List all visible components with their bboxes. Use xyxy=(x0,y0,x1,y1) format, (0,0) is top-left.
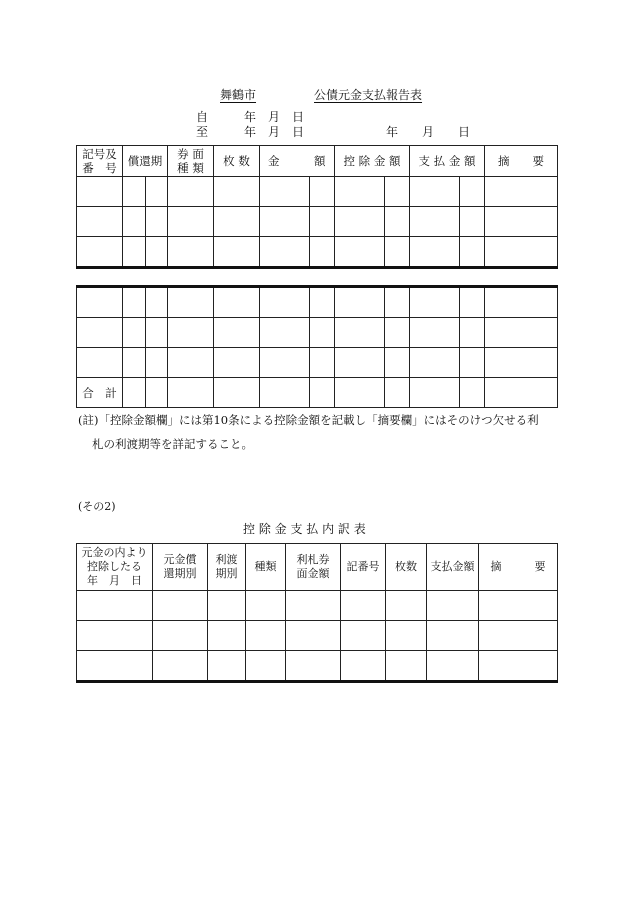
city-name: 舞鶴市 xyxy=(220,88,257,102)
header-count: 枚 数 xyxy=(214,146,260,177)
table-row xyxy=(77,287,558,318)
header-deduction: 控 除 金 額 xyxy=(335,146,410,177)
header-payment: 支払金額 xyxy=(427,544,479,591)
note-line-2: 札の利渡期等を詳記すること。 xyxy=(92,437,253,451)
form2-label: (その2) xyxy=(78,500,116,513)
table-row xyxy=(77,621,558,651)
header-serial-number: 記番号 xyxy=(341,544,386,591)
report-date: 年 月 日 xyxy=(386,125,471,139)
form2-title: 控 除 金 支 払 内 訳 表 xyxy=(243,522,366,536)
deduction-breakdown-table xyxy=(76,543,558,683)
header-payment: 支 払 金 額 xyxy=(410,146,485,177)
table-header-row xyxy=(77,544,558,591)
header-amount: 金 額 xyxy=(260,146,335,177)
period-to: 至 年 月 日 xyxy=(196,125,305,139)
table-header-row xyxy=(77,146,558,177)
note-line-1: (註)「控除金額欄」には第10条による控除金額を記載し「摘要欄」にはそのけつ欠せる利 xyxy=(78,413,539,427)
total-label: 合 計 xyxy=(77,378,123,408)
header-denomination: 券 面 種 類 xyxy=(168,146,214,177)
header-deduction-date: 元金の内より 控除したる 年 月 日 xyxy=(77,544,153,591)
report-title: 公債元金支払報告表 xyxy=(314,88,423,102)
header-redemption: 償還期 xyxy=(123,146,168,177)
table-row xyxy=(77,651,558,682)
header-principal-period: 元金償 還期別 xyxy=(153,544,208,591)
header-coupon-amount: 利札券 面金額 xyxy=(286,544,341,591)
period-from: 自 年 月 日 xyxy=(196,110,305,124)
table-row xyxy=(77,348,558,378)
table-row xyxy=(77,177,558,207)
table-row xyxy=(77,207,558,237)
header-number: 記号及 番 号 xyxy=(77,146,123,177)
header-remarks: 摘 要 xyxy=(485,146,558,177)
header-kind: 種類 xyxy=(246,544,286,591)
table-row xyxy=(77,591,558,621)
header-remarks: 摘 要 xyxy=(479,544,558,591)
total-row xyxy=(77,378,558,408)
report-title-line xyxy=(206,86,434,103)
table-row xyxy=(77,318,558,348)
payment-report-table-upper xyxy=(76,145,558,269)
header-interest-period: 利渡 期別 xyxy=(208,544,246,591)
payment-report-table-lower xyxy=(76,285,558,408)
table-row xyxy=(77,237,558,268)
header-count: 枚数 xyxy=(386,544,427,591)
